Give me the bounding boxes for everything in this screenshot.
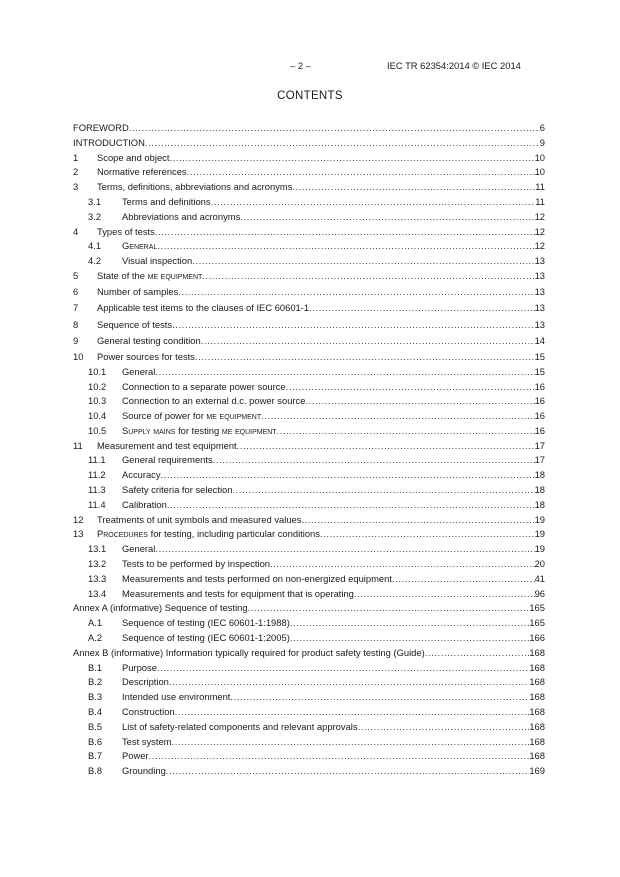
toc-entry-title: General [122,543,156,555]
toc-leader-dots [129,122,540,133]
toc-entry-number: 9 [73,334,79,346]
toc-leader-dots [248,602,530,613]
toc-entry-number: 13.3 [88,572,107,584]
toc-entry-page: 165 [529,617,545,629]
toc-leader-dots [358,721,530,732]
toc-entry-number: 8 [73,318,79,330]
toc-entry-page: 18 [534,484,545,496]
toc-entry-number: 3 [73,181,79,193]
toc-entry-page: 10 [534,166,545,178]
toc-entry-number: 10.2 [88,380,107,392]
contents-title: CONTENTS [277,90,343,102]
toc-entry-page: 165 [529,602,545,614]
toc-leader-dots [320,528,535,539]
toc-leader-dots [169,676,529,687]
toc-entry-title: Terms and definitions [122,195,211,207]
toc-entry[interactable] [73,706,545,721]
toc-entry-number: 10 [73,350,84,362]
toc-leader-dots [192,255,534,266]
toc-entry-number: 7 [73,302,79,314]
toc-entry-page: 14 [534,334,545,346]
toc-entry-number: 11.3 [88,484,106,496]
toc-entry-number: 10.1 [88,365,107,377]
toc-entry-title: Procedures for testing, including particular conditions [97,528,320,540]
toc-leader-dots [202,270,534,281]
toc-leader-dots [213,454,535,465]
toc-leader-dots [149,750,530,761]
toc-entry-page: 17 [534,454,545,466]
toc-leader-dots [155,366,534,377]
toc-entry-title: Measurements and tests for equipment that is operating [122,587,354,599]
toc-leader-dots [301,514,534,525]
toc-leader-dots [145,137,540,148]
toc-entry-title: Connection to an external d.c. power source [122,395,306,407]
toc-entry[interactable] [73,721,545,736]
toc-leader-dots [270,558,535,569]
toc-entry-title: Annex B (informative) Information typically required for product safety testing (Guide) [73,646,425,658]
toc-entry-page: 12 [534,225,545,237]
toc-entry-title: Description [122,676,169,688]
toc-entry[interactable] [73,602,545,617]
toc-entry-number: A.1 [88,617,103,629]
toc-entry-title: General [122,240,158,252]
toc-leader-dots [167,499,535,510]
toc-entry[interactable] [73,335,545,351]
toc-entry[interactable] [73,514,545,529]
toc-entry[interactable] [73,152,545,167]
toc-entry-title: Treatments of unit symbols and measured values [97,513,302,525]
toc-entry-page: 166 [529,632,545,644]
toc-entry-title: Abbreviations and acronyms [122,210,241,222]
toc-entry-title: Sequence of testing (IEC 60601-1:1988) [122,617,290,629]
toc-entry-title: Construction [122,706,175,718]
toc-entry[interactable] [73,395,545,410]
toc-entry-page: 16 [534,380,545,392]
toc-entry-number: 13.2 [88,558,107,570]
toc-entry-number: A.2 [88,632,103,644]
toc-entry[interactable] [73,617,545,632]
toc-entry-page: 13 [534,286,545,298]
toc-leader-dots [425,647,530,658]
toc-entry-page: 19 [534,513,545,525]
toc-entry-page: 168 [529,706,545,718]
toc-entry-number: 4.2 [88,255,102,267]
toc-entry[interactable] [73,691,545,706]
toc-entry-page: 18 [534,469,545,481]
toc-entry-page: 12 [534,240,545,252]
toc-entry-page: 17 [534,439,545,451]
toc-entry-number: 3.1 [88,195,102,207]
toc-entry[interactable] [73,351,545,366]
toc-entry[interactable] [73,528,545,543]
table-of-contents [73,122,545,780]
toc-entry-page: 18 [534,498,545,510]
toc-entry-page: 9 [539,136,545,148]
toc-entry-number: 10.3 [88,395,107,407]
toc-entry[interactable] [73,166,545,181]
toc-entry-page: 13 [534,255,545,267]
toc-entry-title: Connection to a separate power source [122,380,286,392]
toc-entry-number: 2 [73,166,79,178]
toc-leader-dots [178,286,534,297]
toc-entry-page: 13 [534,318,545,330]
toc-entry-page: 19 [534,528,545,540]
toc-leader-dots [201,335,535,346]
toc-entry[interactable] [73,196,545,211]
toc-entry[interactable] [73,319,545,335]
toc-leader-dots [155,226,535,237]
toc-entry-number: 11.2 [88,469,106,481]
toc-entry[interactable] [73,381,545,396]
toc-leader-dots [166,765,530,776]
toc-leader-dots [240,211,534,222]
toc-entry-page: 10 [534,151,545,163]
toc-leader-dots [155,543,534,554]
toc-entry-title: Supply mains for testing me equipment [122,424,277,436]
toc-entry-title: INTRODUCTION [73,136,145,148]
toc-entry-title: Types of tests [97,225,155,237]
toc-entry-page: 168 [529,720,545,732]
toc-entry-title: FOREWORD [73,122,129,133]
toc-entry-number: B.5 [88,720,103,732]
toc-entry-page: 6 [539,122,545,133]
toc-entry-page: 168 [529,676,545,688]
toc-entry-title: Source of power for me equipment [122,410,262,422]
toc-entry[interactable] [73,662,545,677]
toc-entry-title: Number of samples [97,286,179,298]
toc-entry-title: Measurement and test equipment [97,439,237,451]
toc-entry[interactable] [73,440,545,455]
toc-leader-dots [392,573,535,584]
toc-leader-dots [195,351,535,362]
toc-entry[interactable] [73,588,545,603]
toc-entry-number: 12 [73,513,84,525]
toc-entry[interactable] [73,632,545,647]
toc-entry-page: 169 [529,765,545,777]
toc-entry-number: 10.5 [88,424,107,436]
toc-leader-dots [237,440,535,451]
toc-entry[interactable] [73,736,545,751]
toc-entry-page: 13 [534,302,545,314]
toc-entry-number: B.7 [88,750,103,762]
toc-entry[interactable] [73,499,545,514]
toc-entry-page: 19 [534,543,545,555]
toc-entry-number: 4 [73,225,79,237]
toc-entry-title: General [122,365,156,377]
toc-entry-page: 168 [529,646,545,658]
page-number: – 2 – [290,60,311,71]
toc-entry-title: Applicable test items to the clauses of IEC 60601-1 [97,302,310,314]
toc-entry-title: Scope and object [97,151,170,163]
toc-entry-number: 13 [73,528,84,540]
toc-leader-dots [292,181,535,192]
toc-entry-number: B.2 [88,676,103,688]
toc-leader-dots [211,196,536,207]
toc-entry-page: 11 [535,181,545,193]
toc-leader-dots [290,632,530,643]
toc-entry-page: 20 [534,558,545,570]
toc-entry-number: 1 [73,151,79,163]
toc-entry[interactable] [73,750,545,765]
toc-entry[interactable] [73,137,545,152]
toc-entry-title: Safety criteria for selection [122,484,233,496]
toc-entry-title: Sequence of tests [97,318,173,330]
toc-entry-number: 13.4 [88,587,107,599]
toc-entry-number: B.1 [88,661,103,673]
toc-entry-page: 96 [534,587,545,599]
toc-entry-title: List of safety-related components and relevant approvals [122,720,358,732]
toc-entry-number: B.6 [88,735,103,747]
toc-leader-dots [309,302,534,313]
toc-entry[interactable] [73,454,545,469]
toc-entry[interactable] [73,255,545,270]
toc-entry-title: Test system [122,735,172,747]
toc-entry[interactable] [73,543,545,558]
toc-entry-title: Power sources for tests [97,350,195,362]
toc-entry-title: Accuracy [122,469,161,481]
toc-leader-dots [232,484,534,495]
toc-entry-title: Normative references [97,166,187,178]
toc-entry-title: Visual inspection [122,255,193,267]
toc-leader-dots [277,425,535,436]
toc-entry-page: 168 [529,750,545,762]
toc-leader-dots [305,395,534,406]
toc-entry-number: 11 [73,439,83,451]
toc-entry-number: 13.1 [88,543,107,555]
toc-leader-dots [172,736,530,747]
toc-entry-title: General requirements [122,454,213,466]
toc-entry-number: 4.1 [88,240,102,252]
toc-entry-number: 5 [73,269,79,281]
toc-entry-title: Grounding [122,765,166,777]
toc-entry[interactable] [73,765,545,780]
toc-entry[interactable] [73,573,545,588]
toc-entry[interactable] [73,676,545,691]
toc-entry[interactable] [73,647,545,662]
toc-entry-number: 10.4 [88,410,107,422]
toc-entry-page: 168 [529,661,545,673]
toc-entry-page: 11 [535,195,545,207]
toc-leader-dots [157,662,529,673]
toc-entry-title: Tests to be performed by inspection [122,558,270,570]
toc-entry-page: 16 [534,424,545,436]
toc-entry-number: B.8 [88,765,103,777]
page-header [0,60,620,74]
toc-entry-page: 168 [529,691,545,703]
toc-entry-page: 12 [534,210,545,222]
toc-entry[interactable] [73,410,545,425]
toc-entry-title: Annex A (informative) Sequence of testing [73,602,248,614]
toc-leader-dots [169,152,534,163]
toc-entry-title: Sequence of testing (IEC 60601-1:2005) [122,632,290,644]
toc-entry[interactable] [73,122,545,137]
toc-leader-dots [172,319,535,330]
toc-entry[interactable] [73,181,545,196]
toc-leader-dots [175,706,530,717]
toc-entry[interactable] [73,211,545,226]
toc-entry-title: Measurements and tests performed on non-energized equipment [122,572,392,584]
toc-entry[interactable] [73,270,545,286]
document-id: IEC TR 62354:2014 © IEC 2014 [387,60,521,71]
toc-entry-page: 15 [534,365,545,377]
toc-entry-number: 11.4 [88,498,106,510]
toc-entry-title: General testing condition [97,334,201,346]
toc-entry[interactable] [73,425,545,440]
toc-entry[interactable] [73,240,545,255]
toc-entry-title: State of the me equipment [97,269,203,281]
toc-entry[interactable] [73,558,545,573]
toc-entry[interactable] [73,484,545,499]
toc-leader-dots [290,617,530,628]
toc-leader-dots [261,410,534,421]
toc-entry-number: 11.1 [88,454,106,466]
toc-leader-dots [286,381,535,392]
toc-entry-page: 168 [529,735,545,747]
toc-entry-page: 13 [534,269,545,281]
toc-entry[interactable] [73,302,545,318]
toc-leader-dots [230,691,529,702]
toc-entry-title: Power [122,750,149,762]
toc-entry-page: 16 [534,410,545,422]
toc-entry-title: Calibration [122,498,167,510]
toc-entry-title: Purpose [122,661,157,673]
toc-entry-number: B.3 [88,691,103,703]
toc-leader-dots [157,240,534,251]
toc-entry[interactable] [73,226,545,241]
toc-entry[interactable] [73,469,545,484]
toc-entry-number: B.4 [88,706,103,718]
toc-entry-page: 16 [534,395,545,407]
toc-entry-title: Terms, definitions, abbreviations and acronyms [97,181,293,193]
toc-leader-dots [187,166,535,177]
toc-entry[interactable] [73,366,545,381]
toc-entry-page: 41 [534,572,545,584]
toc-entry-number: 3.2 [88,210,102,222]
toc-entry-page: 15 [534,350,545,362]
toc-leader-dots [354,588,535,599]
toc-entry[interactable] [73,286,545,302]
toc-entry-title: Intended use environment [122,691,231,703]
toc-entry-number: 6 [73,286,79,298]
toc-leader-dots [161,469,535,480]
